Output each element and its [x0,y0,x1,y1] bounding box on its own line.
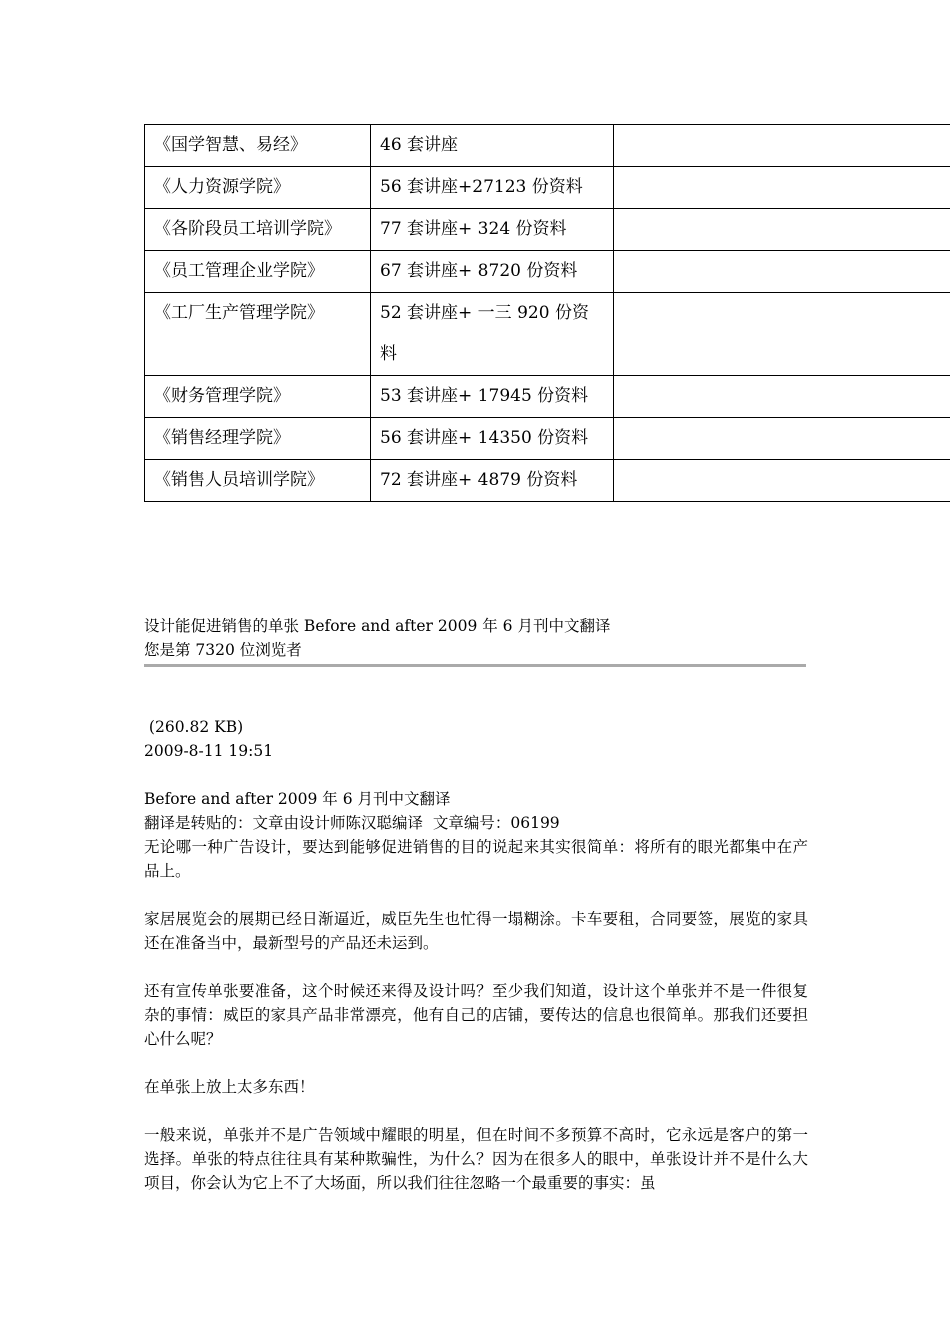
course-note [614,418,950,460]
body-paragraph: 还有宣传单张要准备，这个时候还来得及设计吗？至少我们知道，设计这个单张并不是一件很复杂的事情：威臣的家具产品非常漂亮，他有自己的店铺，要传达的信息也很简单。那我们还要担心什么呢？ [144,982,808,1048]
body-paragraph: 一般来说，单张并不是广告领域中耀眼的明星，但在时间不多预算不高时，它永远是客户的第一选择。单张的特点往往具有某种欺骗性，为什么？因为在很多人的眼中，单张设计并不是什么大项目，你会认为它上不了大场面，所以我们往往忽略一个最重要的事实：虽 [144,1126,808,1192]
table-row [145,293,950,376]
article-subtitle: Before and after 2009 年 6 月刊中文翻译 [144,790,451,808]
spacer [144,1051,808,1075]
spacer [144,955,808,979]
article-title: 设计能促进销售的单张 Before and after 2009 年 6 月刊中文翻译 [144,617,611,635]
course-note [614,209,950,251]
course-table [144,124,950,502]
attachment-size: (260.82 KB) [144,718,244,736]
course-name: 《员工管理企业学院》 [145,251,371,293]
post-date: 2009-8-11 19:51 [144,742,274,760]
course-detail: 46 套讲座 [371,125,614,167]
course-detail: 56 套讲座+ 14350 份资料 [371,418,614,460]
visitor-count: 您是第 7320 位浏览者 [144,641,302,659]
course-table-body [145,125,950,502]
course-detail: 67 套讲座+ 8720 份资料 [371,251,614,293]
course-detail: 53 套讲座+ 17945 份资料 [371,376,614,418]
body-paragraph: 无论哪一种广告设计，要达到能够促进销售的目的说起来其实很简单：将所有的眼光都集中在产品上。 [144,838,808,880]
course-detail: 72 套讲座+ 4879 份资料 [371,460,614,502]
course-name: 《销售人员培训学院》 [145,460,371,502]
course-name: 《工厂生产管理学院》 [145,293,371,376]
section-heading: 在单张上放上太多东西！ [144,1078,315,1096]
table-row [145,418,950,460]
spacer [144,763,808,787]
course-name: 《各阶段员工培训学院》 [145,209,371,251]
table-row [145,376,950,418]
table-row [145,460,950,502]
table-row [145,167,950,209]
course-note [614,460,950,502]
article [144,614,808,1195]
course-note [614,125,950,167]
table-row [145,209,950,251]
course-note [614,293,950,376]
table-row [145,251,950,293]
course-detail: 77 套讲座+ 324 份资料 [371,209,614,251]
course-name: 《人力资源学院》 [145,167,371,209]
table-row [145,125,950,167]
course-name: 《财务管理学院》 [145,376,371,418]
course-detail: 56 套讲座+27123 份资料 [371,167,614,209]
spacer [144,1099,808,1123]
course-name: 《销售经理学院》 [145,418,371,460]
body-paragraph: 家居展览会的展期已经日渐逼近，威臣先生也忙得一塌糊涂。卡车要租，合同要签，展览的家具还在准备当中，最新型号的产品还未运到。 [144,910,808,952]
course-detail: 52 套讲座+ 一三 920 份资料 [371,293,614,376]
article-credit: 翻译是转贴的：文章由设计师陈汉聪编译 文章编号：06199 [144,814,560,832]
spacer [144,883,808,907]
course-note [614,376,950,418]
spacer [144,667,808,715]
course-name: 《国学智慧、易经》 [145,125,371,167]
course-note [614,251,950,293]
course-note [614,167,950,209]
